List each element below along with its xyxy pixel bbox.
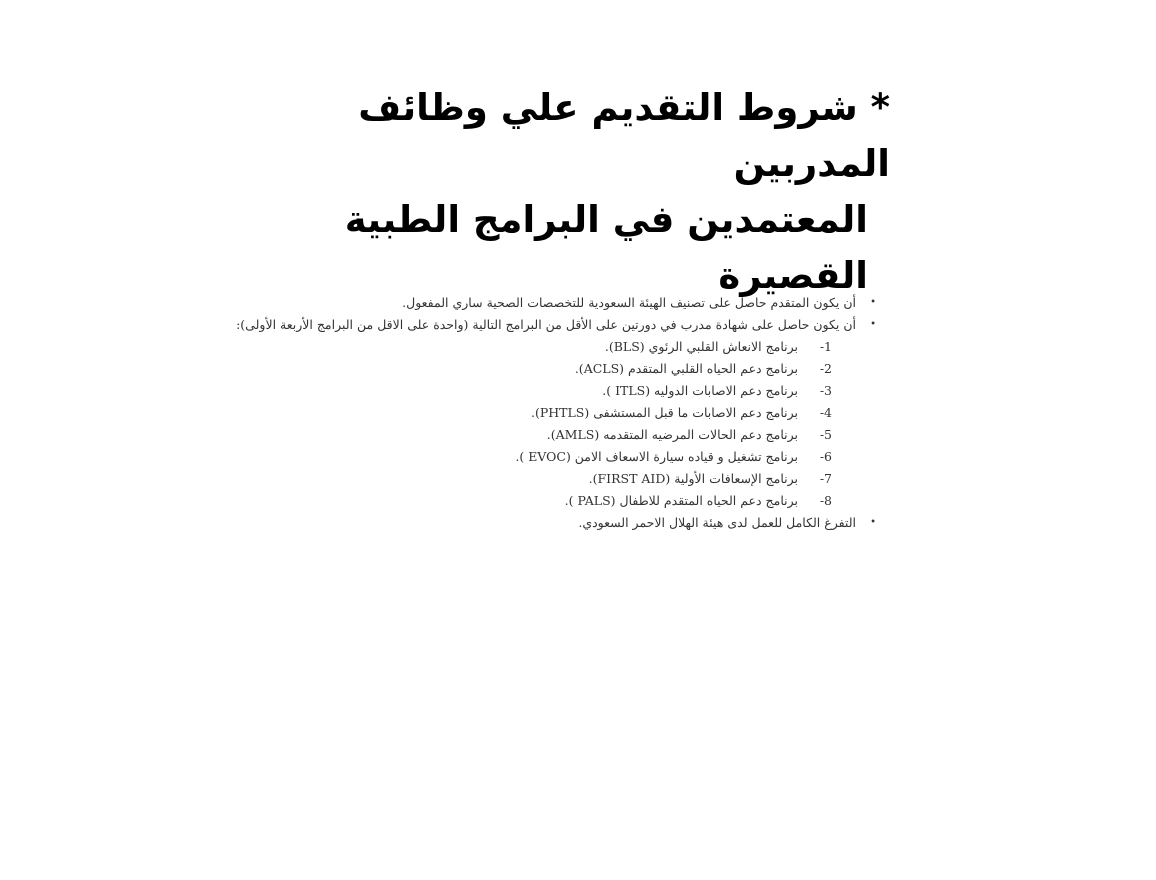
bullet-icon: • [870, 517, 876, 528]
condition-text: التفرغ الكامل للعمل لدى هيئة الهلال الاحمر السعودي. [578, 515, 856, 530]
program-text: برنامج تشغيل و قياده سيارة الاسعاف الامن (EVOC ). [515, 449, 798, 464]
conditions-list [200, 292, 880, 534]
bullet-icon: • [870, 297, 876, 308]
program-item [200, 336, 880, 358]
program-text: برنامج دعم الحياه المتقدم للاطفال (PALS ). [564, 493, 798, 508]
condition-item-full-time [200, 512, 880, 534]
page-title [280, 80, 890, 304]
program-text: برنامج دعم الاصابات ما قبل المستشفى (PHTLS). [531, 405, 798, 420]
program-item [200, 446, 880, 468]
program-text: برنامج دعم الحالات المرضيه المتقدمه (AMLS). [546, 427, 798, 442]
program-item [200, 424, 880, 446]
program-item [200, 490, 880, 512]
program-text: برنامج الانعاش القلبي الرئوي (BLS). [604, 339, 798, 354]
program-text: برنامج الإسعافات الأولية (FIRST AID). [588, 471, 798, 486]
program-number: 7- [819, 471, 832, 486]
condition-text: أن يكون حاصل على شهادة مدرب في دورتين على الأقل من البرامج التالية (واحدة على الاقل من البرامج الأربعة الأولى): [236, 317, 856, 332]
program-number: 2- [819, 361, 832, 376]
program-text: برنامج دعم الاصابات الدوليه (ITLS ). [602, 383, 798, 398]
program-number: 6- [819, 449, 832, 464]
condition-item-trainer-certificate [200, 314, 880, 336]
program-text: برنامج دعم الحياه القلبي المتقدم (ACLS). [574, 361, 798, 376]
title-line-2: المعتمدين في البرامج الطبية القصيرة [344, 198, 868, 297]
bullet-icon: • [870, 319, 876, 330]
program-number: 3- [819, 383, 832, 398]
condition-text: أن يكون المتقدم حاصل على تصنيف الهيئة السعودية للتخصصات الصحية ساري المفعول. [402, 295, 856, 310]
condition-item-classification [200, 292, 880, 314]
program-number: 4- [819, 405, 832, 420]
program-item [200, 468, 880, 490]
program-item [200, 402, 880, 424]
program-number: 1- [819, 339, 832, 354]
title-line-1: * شروط التقديم علي وظائف المدربين [358, 86, 890, 185]
program-item [200, 380, 880, 402]
program-number: 5- [819, 427, 832, 442]
program-number: 8- [819, 493, 832, 508]
program-item [200, 358, 880, 380]
